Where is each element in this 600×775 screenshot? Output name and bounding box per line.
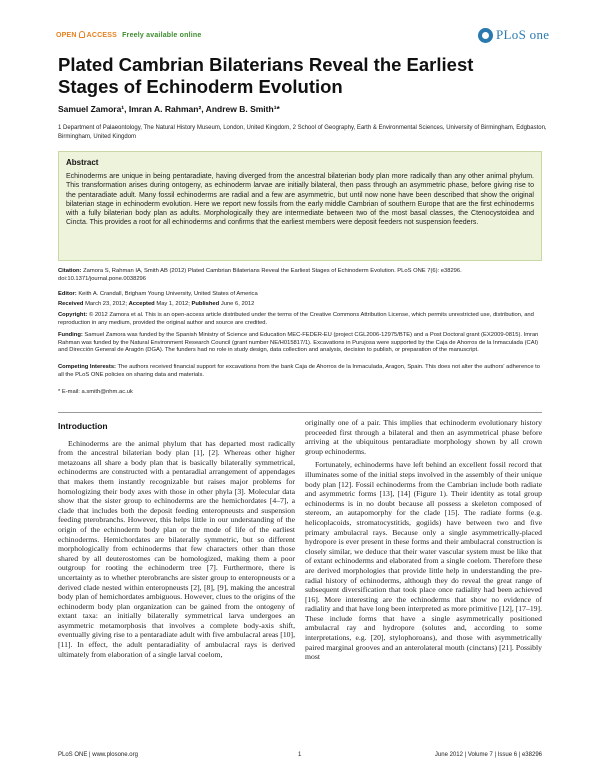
- competing-interests-block: [58, 364, 542, 379]
- copyright-block: [58, 312, 542, 327]
- access-label: ACCESS: [86, 32, 118, 39]
- competing-interests-label: Competing Interests:: [58, 364, 116, 370]
- open-lock-icon: [79, 31, 85, 38]
- plos-logo-icon: [478, 28, 493, 43]
- abstract-text: Echinoderms are unique in being pentaradiate, having diverged from the ancestral bilaterian body plan more radically than any other animal phylum. This transformation arises during ontogeny, as echinoderm larvae are initially bilateral, then pass through an asymmetric phase, before giving rise to the pentaradiate adult. Many fossil echinoderms are radial and a few are asymmetric, but until now none have been described that show the original bilaterian stage in echinoderm evolution. Here we report new fossils from the early middle Cambrian of southern Europe that are the first echinoderms with a fully bilaterian body plan as adults. Morphologically they are intermediate between two of the most basal classes, the Ctenocystoidea and Cincta. This provides a root for all echinoderms and confirms that the earliest members were deposit feeders not suspension feeders.: [66, 173, 534, 227]
- footer-journal: PLoS ONE | www.plosone.org: [58, 752, 138, 758]
- page-number: 1: [298, 752, 302, 758]
- received-date: March 23, 2012;: [85, 301, 127, 307]
- published-label: Published: [191, 301, 220, 307]
- accepted-date: May 1, 2012;: [156, 301, 190, 307]
- intro-paragraph-1-continued: originally one of a pair. This implies that echinoderm evolutionary history proceeded first through a bilateral and then an asymmetrical phase before arriving at the ubiquitous pentaradiate morphology shown by all crown group echinoderms.: [305, 418, 542, 456]
- open-access-banner: [56, 31, 201, 39]
- editor-text: Keith A. Crandall, Brigham Young University, United States of America: [78, 291, 258, 297]
- citation-text: Zamora S, Rahman IA, Smith AB (2012) Plated Cambrian Bilaterians Reveal the Earliest Stages of Echinoderm Evolution. PLoS ONE 7(6): e38296. doi:10.1371/journal.pone.0038296: [58, 268, 462, 282]
- left-column: [58, 414, 295, 659]
- footer-issue: June 2012 | Volume 7 | Issue 6 | e38296: [434, 752, 542, 758]
- copyright-text: © 2012 Zamora et al. This is an open-access article distributed under the terms of the Creative Commons Attribution License, which permits unrestricted use, distribution, and reproduction in any medium, provided the original author and source are credited.: [58, 312, 534, 326]
- received-label: Received: [58, 301, 84, 307]
- intro-paragraph-2: Fortunately, echinoderms have left behind an excellent fossil record that illuminates some of the initial steps involved in the assembly of their unique body plan [12]. Fossil echinoderms from the Cambrian include both radiate and asymmetric forms [13], [14] (Figure 1). Their identity as total group echinoderms is in no doubt because all possess a skeleton composed of stereom, an autapomorphy for the clade [15]. The radiate forms (e.g. helicoplacoids, stromatocystitids, gogiids) have between two and five primary ambulacral rays. Because only a single asymmetrically-placed hydropore is ever present in these forms and their ambulacral construction is closely similar, we deduce that their water vascular system must be like that of extant echinoderms and elaborated from a single coelom. Therefore these are derived morphologies that provide little help in understanding the pre-radial history of echinoderms, although they do reveal the great range of subsequent diversification that took place once radiality had been achieved [16]. More interesting are the echinoderms that show no evidence of radiality and that have long been interpreted as more primitive [12], [17–19]. These include forms that have a single asymmetrically positioned ambulacral ray and hydropore (solutes and, according to some interpretations, e.g. [20], stylophoroans), and those with asymmetrically paired marginal grooves and an anterolateral mouth (cinctans) [21]. Possibly most: [305, 460, 542, 662]
- abstract-heading: Abstract: [66, 158, 99, 167]
- citation-block: [58, 268, 542, 283]
- funding-block: [58, 332, 542, 355]
- journal-header: [0, 26, 600, 50]
- accepted-label: Accepted: [128, 301, 155, 307]
- intro-paragraph-1: Echinoderms are the animal phylum that has departed most radically from the ancestral bilaterian body plan [1], [2]. Whereas other higher metazoans all share a body plan that is basically bilaterally symmetrical, echinoderms are constructed with a pentaradial arrangement of appendages that makes them instantly recognizable but raises major problems for homologizing their body axes with those in other phyla [3]. Molecular data show that the sister group to echinoderms are the hemichordates [4–7], a clade that includes both the deposit feeding enteropneusts and suspension feeding pterobranchs. However, this helps little in our understanding of the origin of the echinoderm body plan or the mode of life of the earliest echinoderms. Hemichordates are bilaterally symmetric, but so different morphologically from echinoderms that few characters other than those shared by all deuterostomes can be homologized, making them a poor outgroup for rooting the echinoderm tree [7]. Furthermore, there is uncertainty as to whether pterobranchs are sister group to enteropneusts or a derived clade nested within enteropneusts [2], [8], [9], making the ancestral body plan of hemichordates ambiguous. However, clues to the origins of the echinoderm body plan organization can be gained from the ontogeny of extant taxa: an initially bilaterally symmetrical larva undergoes an asymmetric metamorphosis that involves a complete body-axis shift, eventually giving rise to a pentaradiate adult with five ambulacral areas [10], [11]. In effect, the adult pentaradiality of ambulacral rays is derived ultimately from elaboration of a single larval coelom,: [58, 438, 295, 659]
- freely-available-label: Freely available online: [122, 32, 202, 39]
- plos-one-logo: [478, 26, 549, 44]
- logo-text: PLoS one: [496, 27, 550, 42]
- dates-block: [58, 301, 542, 309]
- copyright-label: Copyright:: [58, 312, 88, 318]
- corresponding-email[interactable]: * E-mail: a.smith@nhm.ac.uk: [58, 389, 133, 395]
- citation-label: Citation:: [58, 268, 82, 274]
- affiliations: 1 Department of Palaeontology, The Natural History Museum, London, United Kingdom, 2 School of Geography, Earth & Environmental Sciences, University of Birmingham, Edgbaston, Birmingham, United Kingdom: [58, 125, 547, 140]
- funding-label: Funding:: [58, 332, 83, 338]
- open-access-label: OPEN: [56, 32, 77, 39]
- funding-text: Samuel Zamora was funded by the Spanish Ministry of Science and Education MEC-FEDER-EU (project CGL2006-12975/BTE) and a Post Doctoral grant (EX2009-0815). Imran Rahman was funded by the Natural Environment Research Council (grant number NE/H015817/1). Excavations in Purujosa were supported by the Caja de Ahorros de la Inmaculada (CAI) and Dirección General de Aragón (DGA). The funders had no role in study design, data collection and analysis, decision to publish, or preparation of the manuscript.: [58, 332, 539, 354]
- editor-block: [58, 291, 542, 299]
- right-column: [305, 418, 542, 662]
- email-line: [58, 389, 542, 397]
- published-date: June 6, 2012: [220, 301, 255, 307]
- article-title: Plated Cambrian Bilaterians Reveal the Earliest Stages of Echinoderm Evolution: [58, 54, 474, 97]
- abstract-box: [58, 151, 542, 261]
- competing-interests-text: The authors received financial support for excavations from the bank Caja de Ahorros de la Inmaculada, Aragon, Spain. This does not alter the authors' adherence to all the PLoS ONE policies on sharing data and materials.: [58, 364, 540, 378]
- author-list: Samuel Zamora¹, Imran A. Rahman², Andrew B. Smith¹*: [58, 104, 280, 114]
- editor-label: Editor:: [58, 291, 77, 297]
- section-divider: [58, 412, 542, 413]
- introduction-heading: Introduction: [58, 421, 108, 431]
